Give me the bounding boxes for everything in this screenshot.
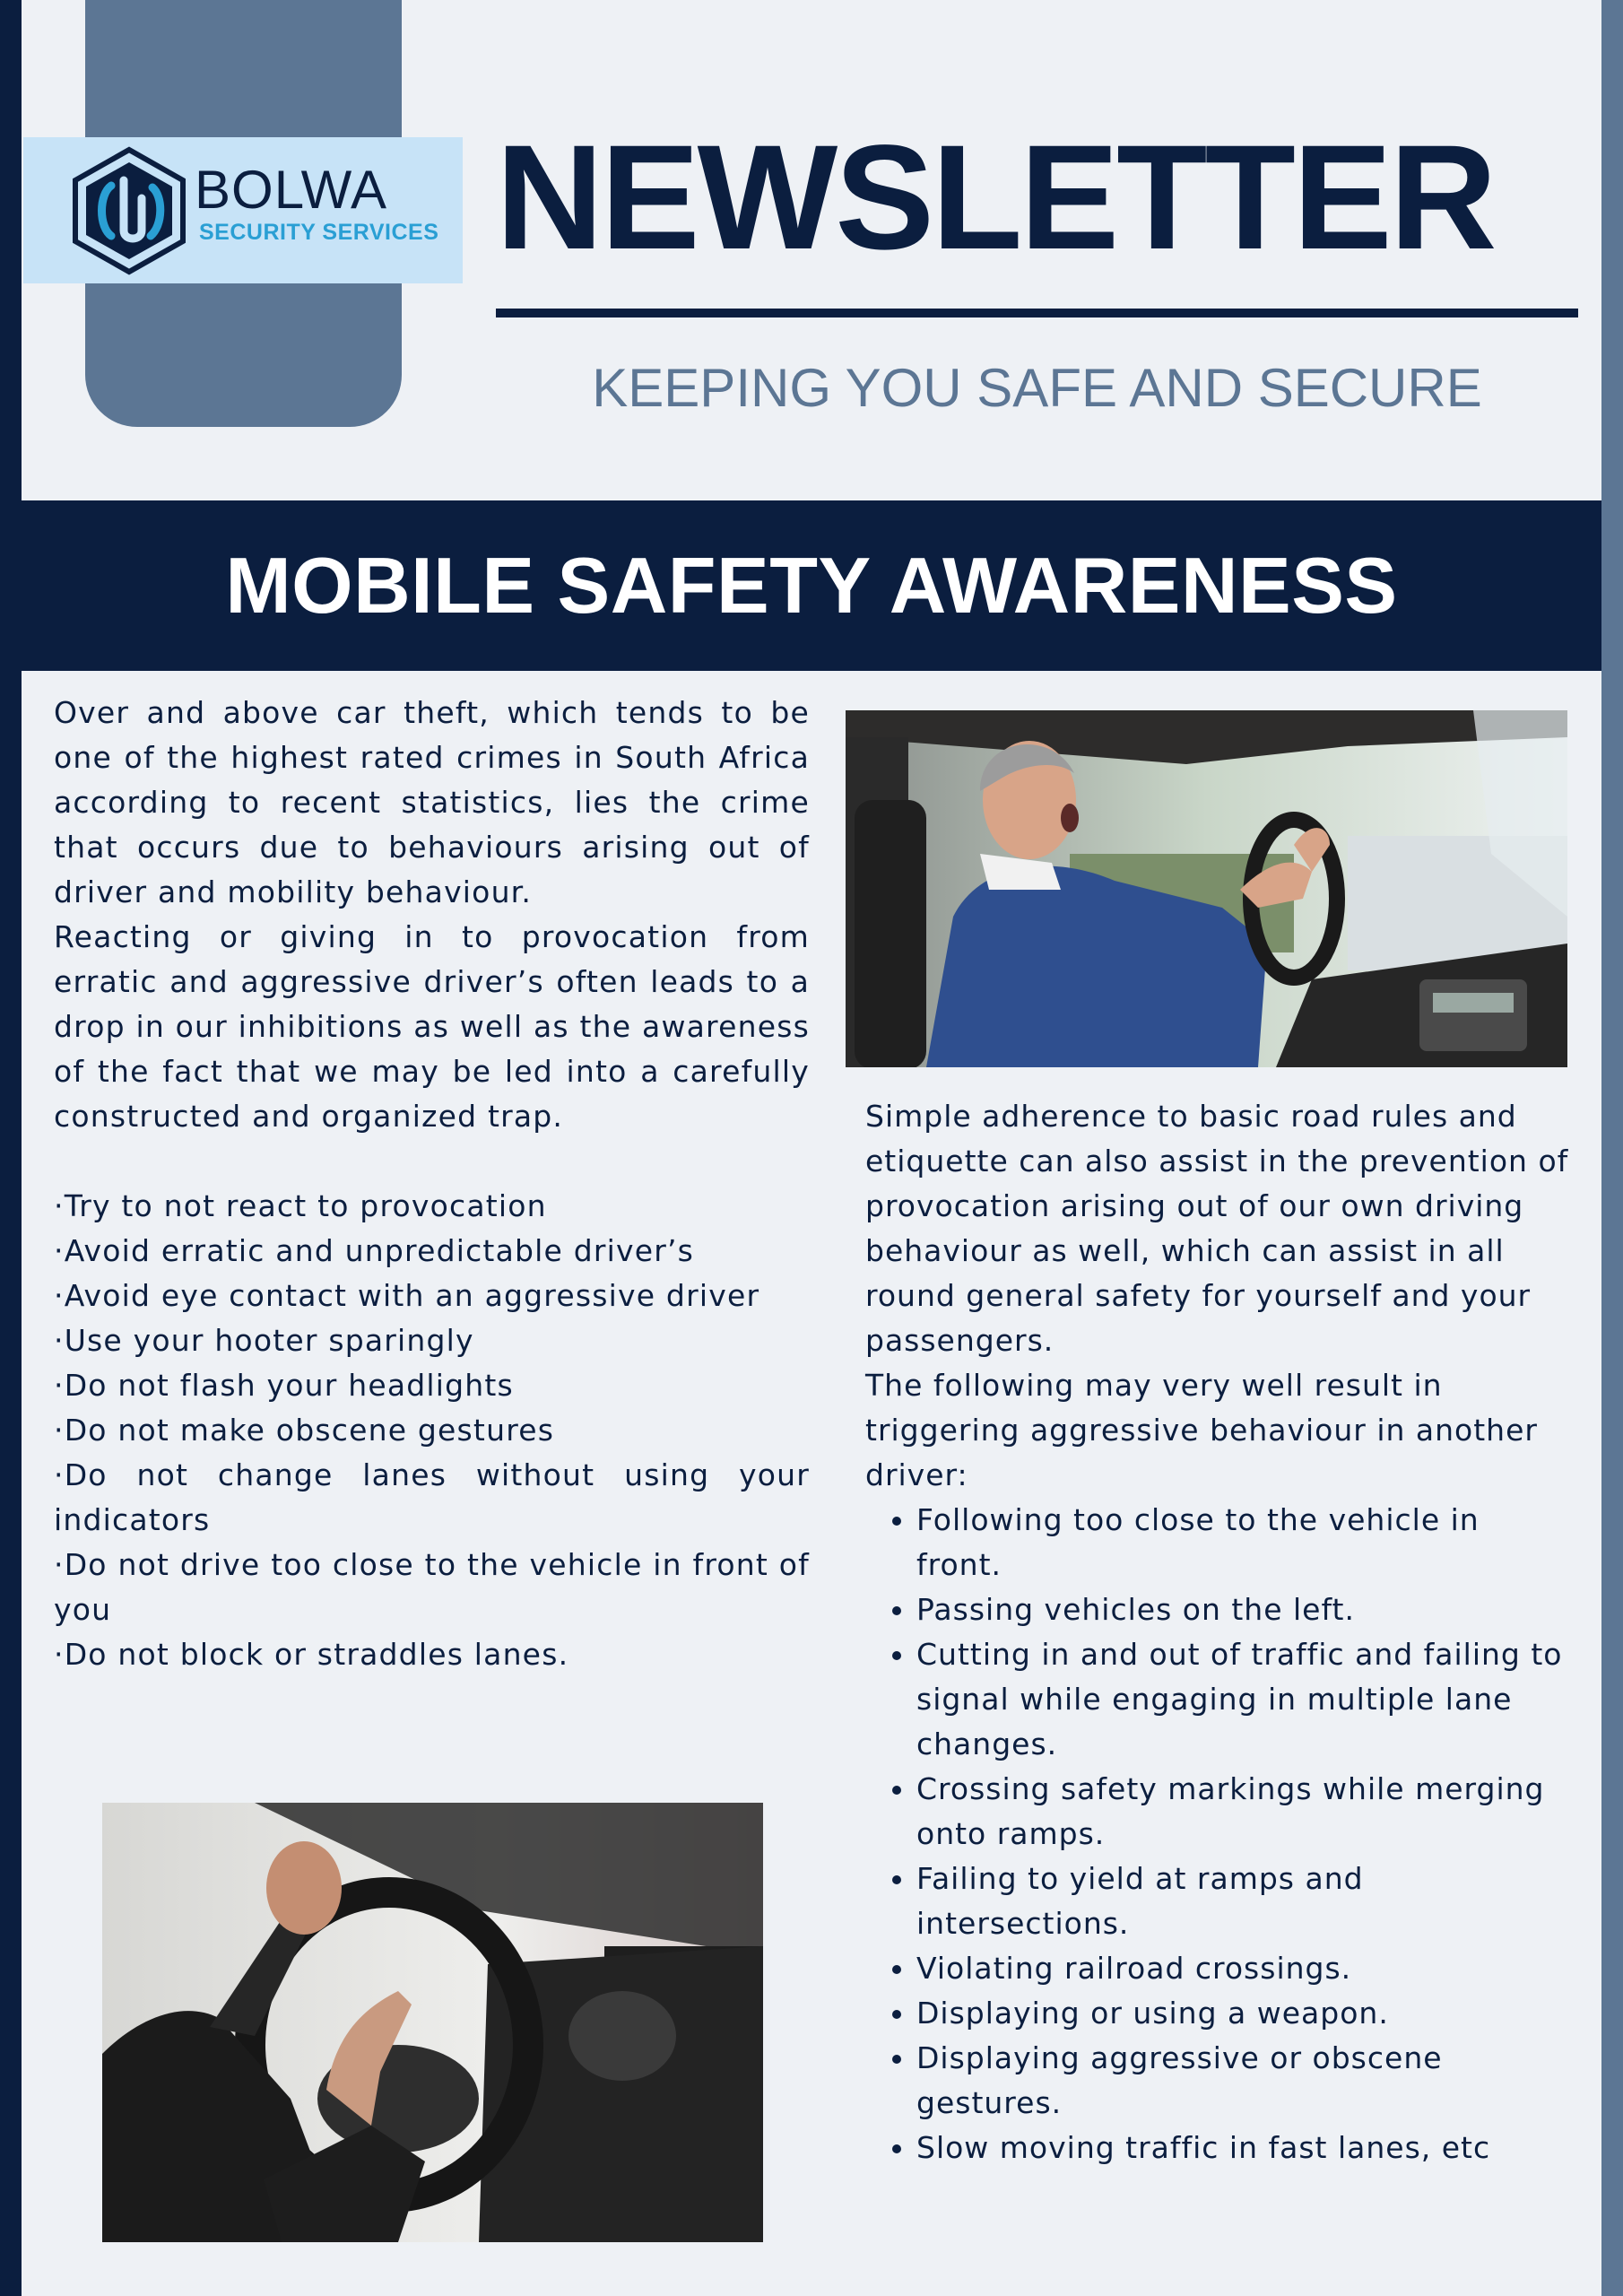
- left-edge-stripe: [0, 0, 22, 2296]
- left-paragraph-2: Reacting or giving in to provocation from erratic and aggressive driver’s often leads to a drop in our inhibitions as well as the awareness of the fact that we may be led into a carefully constructed and organized trap.: [54, 919, 810, 1134]
- section-title: MOBILE SAFETY AWARENESS: [225, 541, 1398, 630]
- list-item: • Displaying or using a weapon.: [916, 1991, 1574, 2036]
- right-edge-stripe: [1601, 0, 1623, 2296]
- list-item: • Passing vehicles on the left.: [916, 1587, 1574, 1632]
- title-divider: [496, 309, 1578, 317]
- list-item: • Cutting in and out of traffic and failing to signal while engaging in multiple lane changes.: [916, 1632, 1574, 1767]
- left-paragraph-1: Over and above car theft, which tends to be one of the highest rated crimes in South Africa according to recent statistics, lies the crime that occurs due to behaviours arising out of driver and mobility behaviour.: [54, 695, 810, 909]
- tip-item: ·Avoid erratic and unpredictable driver’s: [54, 1233, 695, 1268]
- tip-item: ·Do not make obscene gestures: [54, 1413, 555, 1448]
- list-item: • Displaying aggressive or obscene gestures.: [916, 2036, 1574, 2126]
- angry-driver-photo: [846, 710, 1567, 1067]
- tip-item: ·Avoid eye contact with an aggressive driver: [54, 1278, 760, 1313]
- right-paragraph-2: The following may very well result in triggering aggressive behaviour in another driver:: [865, 1368, 1538, 1492]
- list-item: • Crossing safety markings while merging onto ramps.: [916, 1767, 1574, 1857]
- brand-logo: [23, 137, 463, 283]
- hexagon-shield-logo-icon: [65, 144, 194, 277]
- trigger-list: [865, 1498, 1574, 2170]
- tip-item: ·Try to not react to provocation: [54, 1188, 547, 1223]
- right-paragraph-1: Simple adherence to basic road rules and etiquette can also assist in the prevention of provocation arising out of our own driving behaviour as well, which can assist in all round general safety for yourself and your passengers.: [865, 1099, 1569, 1358]
- newsletter-tagline: KEEPING YOU SAFE AND SECURE: [592, 358, 1482, 418]
- paragraph-spacer: [54, 1139, 810, 1184]
- list-item: • Violating railroad crossings.: [916, 1946, 1574, 1991]
- tip-item: ·Use your hooter sparingly: [54, 1323, 474, 1358]
- angry-driver-illustration: [846, 710, 1567, 1067]
- tips-list: [54, 1184, 810, 1677]
- section-banner: [22, 500, 1601, 671]
- brand-subtitle: SECURITY SERVICES: [199, 220, 439, 245]
- brand-name: BOLWA: [195, 160, 388, 220]
- left-column: [54, 691, 810, 1677]
- tip-item: ·Do not flash your headlights: [54, 1368, 514, 1403]
- list-item: • Following too close to the vehicle in front.: [916, 1498, 1574, 1587]
- tip-item: ·Do not block or straddles lanes.: [54, 1637, 569, 1672]
- list-item: • Failing to yield at ramps and intersections.: [916, 1857, 1574, 1946]
- steering-wheel-illustration: [102, 1803, 763, 2242]
- tip-item: ·Do not change lanes without using your indicators: [54, 1457, 810, 1537]
- right-column: [865, 1094, 1574, 2170]
- steering-wheel-photo: [102, 1803, 763, 2242]
- newsletter-title: NEWSLETTER: [496, 115, 1495, 281]
- list-item: • Slow moving traffic in fast lanes, etc: [916, 2126, 1574, 2170]
- tip-item: ·Do not drive too close to the vehicle in front of you: [54, 1547, 810, 1627]
